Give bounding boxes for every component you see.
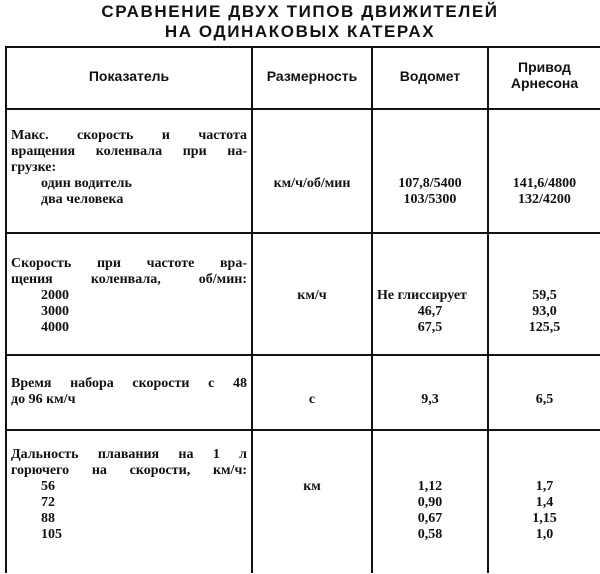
row-unit: с bbox=[252, 355, 372, 430]
row-waterjet: 107,8/5400 103/5300 bbox=[372, 109, 488, 233]
row-unit: км/ч/об/мин bbox=[252, 109, 372, 233]
row-waterjet: 9,3 bbox=[372, 355, 488, 430]
row-arneson: 1,7 1,4 1,15 1,0 bbox=[488, 430, 600, 573]
table-row bbox=[6, 109, 600, 233]
row-waterjet: Не глиссирует 46,7 67,5 bbox=[372, 233, 488, 355]
row-unit: км/ч bbox=[252, 233, 372, 355]
table-row bbox=[6, 233, 600, 355]
header-indicator: Показатель bbox=[6, 47, 252, 109]
header-arneson-line1: Привод bbox=[518, 59, 571, 75]
header-unit: Размерность bbox=[252, 47, 372, 109]
title-line-1: СРАВНЕНИЕ ДВУХ ТИПОВ ДВИЖИТЕЛЕЙ bbox=[101, 2, 499, 21]
table-row bbox=[6, 355, 600, 430]
row-label: Макс. скорость и частота вращения коленвала при на- грузке: один водитель два человека bbox=[6, 109, 252, 233]
row-arneson: 59,5 93,0 125,5 bbox=[488, 233, 600, 355]
row-arneson: 141,6/4800 132/4200 bbox=[488, 109, 600, 233]
table-row bbox=[6, 430, 600, 573]
row-label: Дальность плавания на 1 л горючего на скорости, км/ч: 56 72 88 105 bbox=[6, 430, 252, 573]
row-unit: км bbox=[252, 430, 372, 573]
row-label: Время набора скорости с 48 до 96 км/ч bbox=[6, 355, 252, 430]
row-waterjet: 1,12 0,90 0,67 0,58 bbox=[372, 430, 488, 573]
header-arneson-line2: Арнесона bbox=[510, 75, 579, 91]
table-title bbox=[0, 2, 600, 42]
header-row bbox=[6, 47, 600, 109]
header-arneson bbox=[488, 47, 600, 109]
header-waterjet: Водомет bbox=[372, 47, 488, 109]
comparison-table bbox=[5, 46, 600, 573]
title-line-2: НА ОДИНАКОВЫХ КАТЕРАХ bbox=[164, 22, 436, 41]
row-arneson: 6,5 bbox=[488, 355, 600, 430]
row-label: Скорость при частоте вра- щения коленвала, об/мин: 2000 3000 4000 bbox=[6, 233, 252, 355]
